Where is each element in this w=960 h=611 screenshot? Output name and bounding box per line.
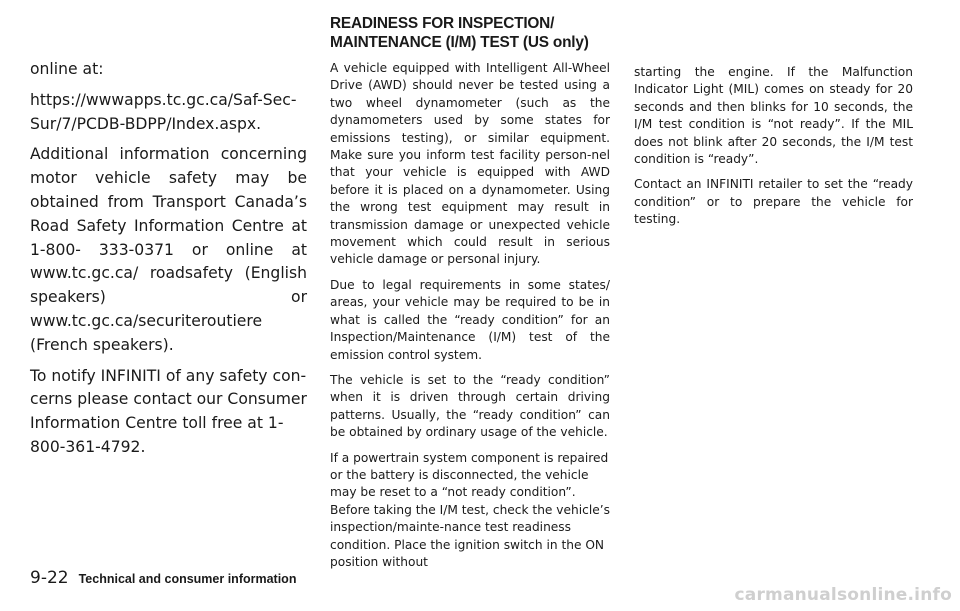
- left-paragraph-4: To notify INFINITI of any safety con-cerns please contact our Consumer Information Centre toll free at 1-800-361-4792.: [30, 366, 307, 456]
- watermark: carmanualsonline.info: [734, 585, 952, 605]
- right-column: [634, 64, 913, 237]
- middle-paragraph-1: A vehicle equipped with Intelligent All-Wheel Drive (AWD) should never be tested using a two wheel dynamometer (such as the dynamometers used by some states for emissions testing), or similar equipment. Make sure you inform test facility person-nel that your vehicle is equipped with AWD before it is placed on a dynamometer. Using the wrong test equipment may result in transmission damage or unexpected vehicle movement which could result in serious vehicle damage or personal injury.: [330, 61, 610, 267]
- page-number: 9-22: [30, 568, 69, 588]
- left-column: [30, 58, 307, 467]
- left-paragraph-3: Additional information concerning motor vehicle safety may be obtained from Transport Canada’s Road Safety Information Centre at 1-800- 333-0371 or online at www.tc.gc.ca/ roadsafety (English speakers) or www.tc.gc.ca/securiteroutiere (French speakers).: [30, 145, 307, 354]
- right-paragraph-1: starting the engine. If the Malfunction Indicator Light (MIL) comes on steady for 20 seconds and then blinks for 10 seconds, the I/M test condition is “not ready”. If the MIL does not blink after 20 seconds, the I/M test condition is “ready”.: [634, 65, 913, 167]
- footer-section-name: Technical and consumer information: [78, 572, 297, 586]
- section-heading: [330, 14, 630, 52]
- middle-paragraph-4: If a powertrain system component is repaired or the battery is disconnected, the vehicle may be reset to a “not ready condition”. Before taking the I/M test, check the vehicle’s inspection/mainte-nance test readiness condition. Place the ignition switch in the ON position without: [330, 450, 610, 569]
- middle-paragraph-3: The vehicle is set to the “ready condition” when it is driven through certain driving patterns. Usually, the “ready condition” can be obtained by ordinary usage of the vehicle.: [330, 372, 610, 440]
- right-paragraph-2: Contact an INFINITI retailer to set the “ready condition” or to prepare the vehicle for testing.: [634, 177, 913, 227]
- middle-column: [330, 60, 610, 579]
- left-paragraph-1: online at:: [30, 60, 104, 78]
- section-heading-line-2: MAINTENANCE (I/M) TEST (US only): [330, 34, 589, 51]
- section-heading-line-1: READINESS FOR INSPECTION/: [330, 15, 555, 32]
- left-paragraph-2: https://wwwapps.tc.gc.ca/Saf-Sec-Sur/7/PCDB-BDPP/Index.aspx.: [30, 90, 297, 133]
- page-footer: [30, 568, 296, 592]
- middle-paragraph-2: Due to legal requirements in some states/ areas, your vehicle may be required to be in what is called the “ready condition” for an Inspection/Maintenance (I/M) test of the emission control system.: [330, 277, 610, 362]
